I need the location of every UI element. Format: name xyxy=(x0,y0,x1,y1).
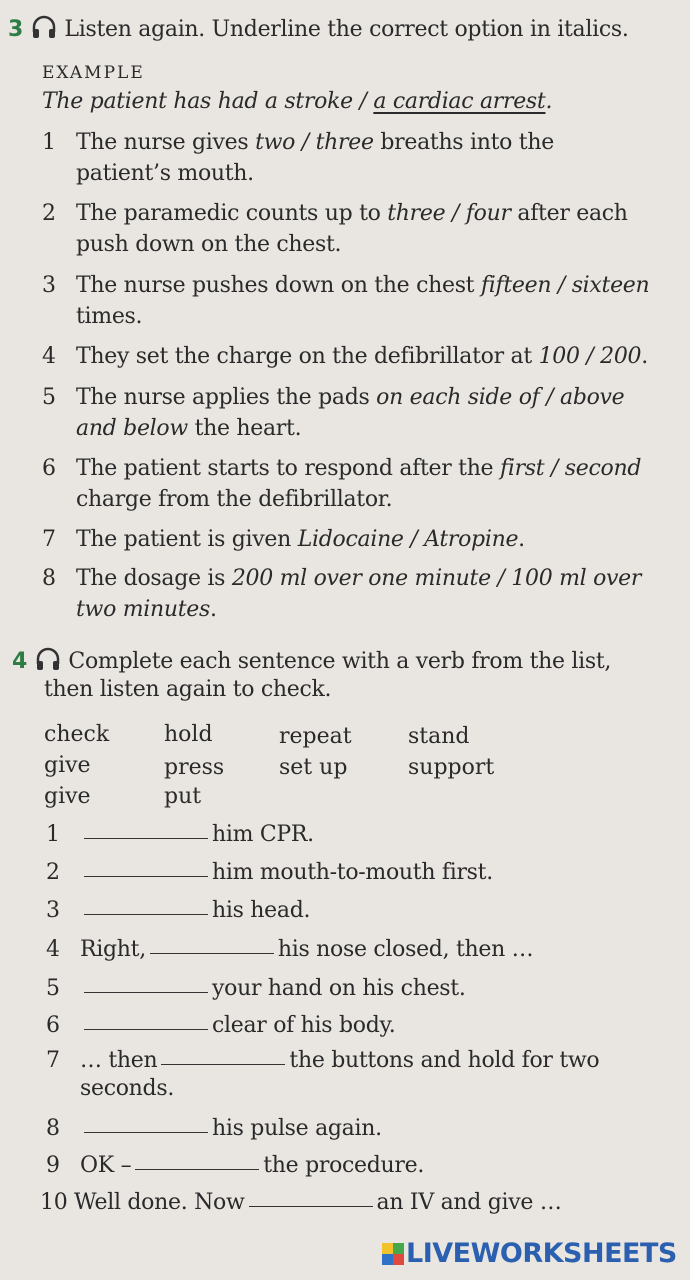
italic-options[interactable]: first / second xyxy=(499,456,642,481)
word-bank-item: check xyxy=(44,722,110,747)
item-number: 8 xyxy=(42,566,56,591)
item-text: The nurse applies the pads xyxy=(76,385,377,410)
sentence-text: him mouth-to-mouth first. xyxy=(212,860,493,885)
word-bank-item: repeat xyxy=(279,724,352,749)
item-number: 2 xyxy=(42,201,56,226)
word-bank-item: set up xyxy=(279,755,348,780)
ex4-instruction-2: then listen again to check. xyxy=(44,677,332,702)
sentence-number: 8 xyxy=(46,1116,60,1141)
italic-options[interactable]: and below xyxy=(76,416,188,441)
word-bank-item: give xyxy=(44,784,91,809)
ex3-item xyxy=(42,130,554,155)
ex3-item xyxy=(42,527,525,552)
liveworksheets-logo-icon xyxy=(382,1243,404,1265)
ex3-instruction: Listen again. Underline the correct option in italics. xyxy=(64,17,629,42)
word-bank-item: put xyxy=(164,784,202,809)
item-text-end: after each xyxy=(510,201,628,226)
item-text: The patient is given xyxy=(76,527,298,552)
item-text: the heart. xyxy=(187,416,302,441)
italic-options[interactable]: two / three xyxy=(255,130,374,155)
word-bank-item: support xyxy=(408,755,495,780)
answer-blank[interactable] xyxy=(135,1168,259,1170)
sentence-text: his nose closed, then … xyxy=(277,937,534,962)
ex3-item xyxy=(42,344,648,369)
item-text: The nurse pushes down on the chest xyxy=(76,273,481,298)
ex4-sentence-continuation: seconds. xyxy=(80,1076,175,1101)
item-text: patient’s mouth. xyxy=(76,161,254,186)
brand-text: LIVEWORKSHEETS xyxy=(406,1238,677,1269)
sentence-number: 4 xyxy=(46,937,60,962)
example-end: . xyxy=(545,89,553,114)
item-text: The paramedic counts up to xyxy=(76,201,388,226)
sentence-text: the buttons and hold for two xyxy=(289,1048,600,1073)
sentence-text: his pulse again. xyxy=(212,1116,382,1141)
example-answer: a cardiac arrest xyxy=(373,89,546,114)
sentence-number: 9 xyxy=(46,1153,60,1178)
item-text: The patient starts to respond after the xyxy=(76,456,500,481)
italic-options[interactable]: on each side of / above xyxy=(376,385,625,410)
item-text-end: . xyxy=(641,344,648,369)
example-text: The patient has had a stroke / xyxy=(42,89,374,114)
answer-blank[interactable] xyxy=(249,1205,373,1207)
item-text-end: . xyxy=(518,527,525,552)
item-text: charge from the defibrillator. xyxy=(76,487,393,512)
sentence-prefix: Well done. Now xyxy=(74,1190,245,1215)
ex4-sentence xyxy=(46,898,310,923)
italic-options[interactable]: fifteen / sixteen xyxy=(480,273,650,298)
ex4-sentence xyxy=(46,860,493,885)
item-number: 5 xyxy=(42,385,56,410)
ex3-item xyxy=(42,566,641,591)
answer-blank[interactable] xyxy=(84,1131,208,1133)
word-bank-item: hold xyxy=(164,722,213,747)
word-bank-item: give xyxy=(44,753,91,778)
item-number: 4 xyxy=(42,344,56,369)
ex3-number: 3 xyxy=(8,17,24,42)
item-number: 7 xyxy=(42,527,56,552)
answer-blank[interactable] xyxy=(84,875,208,877)
ex4-instruction-1: Complete each sentence with a verb from the list, xyxy=(68,649,612,674)
ex3-item xyxy=(42,456,641,481)
example-sentence xyxy=(42,89,552,114)
ex3-item-continuation xyxy=(76,161,254,186)
sentence-number: 6 xyxy=(46,1013,60,1038)
ex4-sentence xyxy=(46,937,533,962)
item-text: They set the charge on the defibrillator at xyxy=(76,344,539,369)
answer-blank[interactable] xyxy=(161,1063,285,1065)
item-text: The dosage is xyxy=(76,566,232,591)
item-number: 1 xyxy=(42,130,56,155)
ex3-item-continuation xyxy=(76,416,301,441)
sentence-text: clear of his body. xyxy=(212,1013,396,1038)
ex3-item xyxy=(42,273,649,298)
headphones-icon xyxy=(34,646,62,672)
sentence-text: his head. xyxy=(212,898,311,923)
ex3-item-continuation xyxy=(76,597,217,622)
sentence-text: an IV and give … xyxy=(376,1190,562,1215)
italic-options[interactable]: three / four xyxy=(387,201,511,226)
ex4-sentence xyxy=(46,976,466,1001)
item-text: . xyxy=(210,597,217,622)
sentence-number: 2 xyxy=(46,860,60,885)
ex3-item-continuation xyxy=(76,232,341,257)
answer-blank[interactable] xyxy=(84,991,208,993)
sentence-number: 10 xyxy=(40,1190,68,1215)
sentence-prefix: Right, xyxy=(80,937,146,962)
liveworksheets-brand xyxy=(382,1238,677,1269)
word-bank-item: stand xyxy=(408,724,470,749)
ex3-item xyxy=(42,385,624,410)
sentence-number: 1 xyxy=(46,822,60,847)
sentence-number: 7 xyxy=(46,1048,60,1073)
ex3-item-continuation xyxy=(76,304,142,329)
sentence-prefix: OK – xyxy=(80,1153,132,1178)
item-number: 6 xyxy=(42,456,56,481)
sentence-text: your hand on his chest. xyxy=(212,976,466,1001)
example-label: EXAMPLE xyxy=(42,63,145,83)
sentence-number: 3 xyxy=(46,898,60,923)
answer-blank[interactable] xyxy=(84,1028,208,1030)
sentence-text: him CPR. xyxy=(212,822,314,847)
item-text: The nurse gives xyxy=(76,130,256,155)
italic-options[interactable]: two minutes xyxy=(76,597,210,622)
ex3-item-continuation xyxy=(76,487,392,512)
item-text: push down on the chest. xyxy=(76,232,342,257)
italic-options[interactable]: 200 ml over one minute / 100 ml over xyxy=(231,566,642,591)
answer-blank[interactable] xyxy=(84,837,208,839)
item-text: times. xyxy=(76,304,143,329)
ex4-sentence xyxy=(40,1190,562,1215)
ex4-sentence xyxy=(46,822,314,847)
word-bank-item: press xyxy=(164,755,225,780)
headphones-icon xyxy=(30,14,58,40)
ex4-sentence xyxy=(46,1153,424,1178)
ex4-sentence xyxy=(46,1013,395,1038)
ex3-heading xyxy=(8,14,629,42)
ex3-item xyxy=(42,201,628,226)
sentence-text: the procedure. xyxy=(263,1153,425,1178)
italic-options[interactable]: 100 / 200 xyxy=(538,344,642,369)
ex4-sentence xyxy=(46,1116,382,1141)
item-number: 3 xyxy=(42,273,56,298)
answer-blank[interactable] xyxy=(150,952,274,954)
ex4-heading xyxy=(12,646,611,674)
answer-blank[interactable] xyxy=(84,913,208,915)
sentence-number: 5 xyxy=(46,976,60,1001)
item-text-end: breaths into the xyxy=(373,130,554,155)
italic-options[interactable]: Lidocaine / Atropine xyxy=(297,527,519,552)
sentence-prefix: … then xyxy=(80,1048,158,1073)
ex4-sentence xyxy=(46,1048,599,1073)
ex4-number: 4 xyxy=(12,649,28,674)
